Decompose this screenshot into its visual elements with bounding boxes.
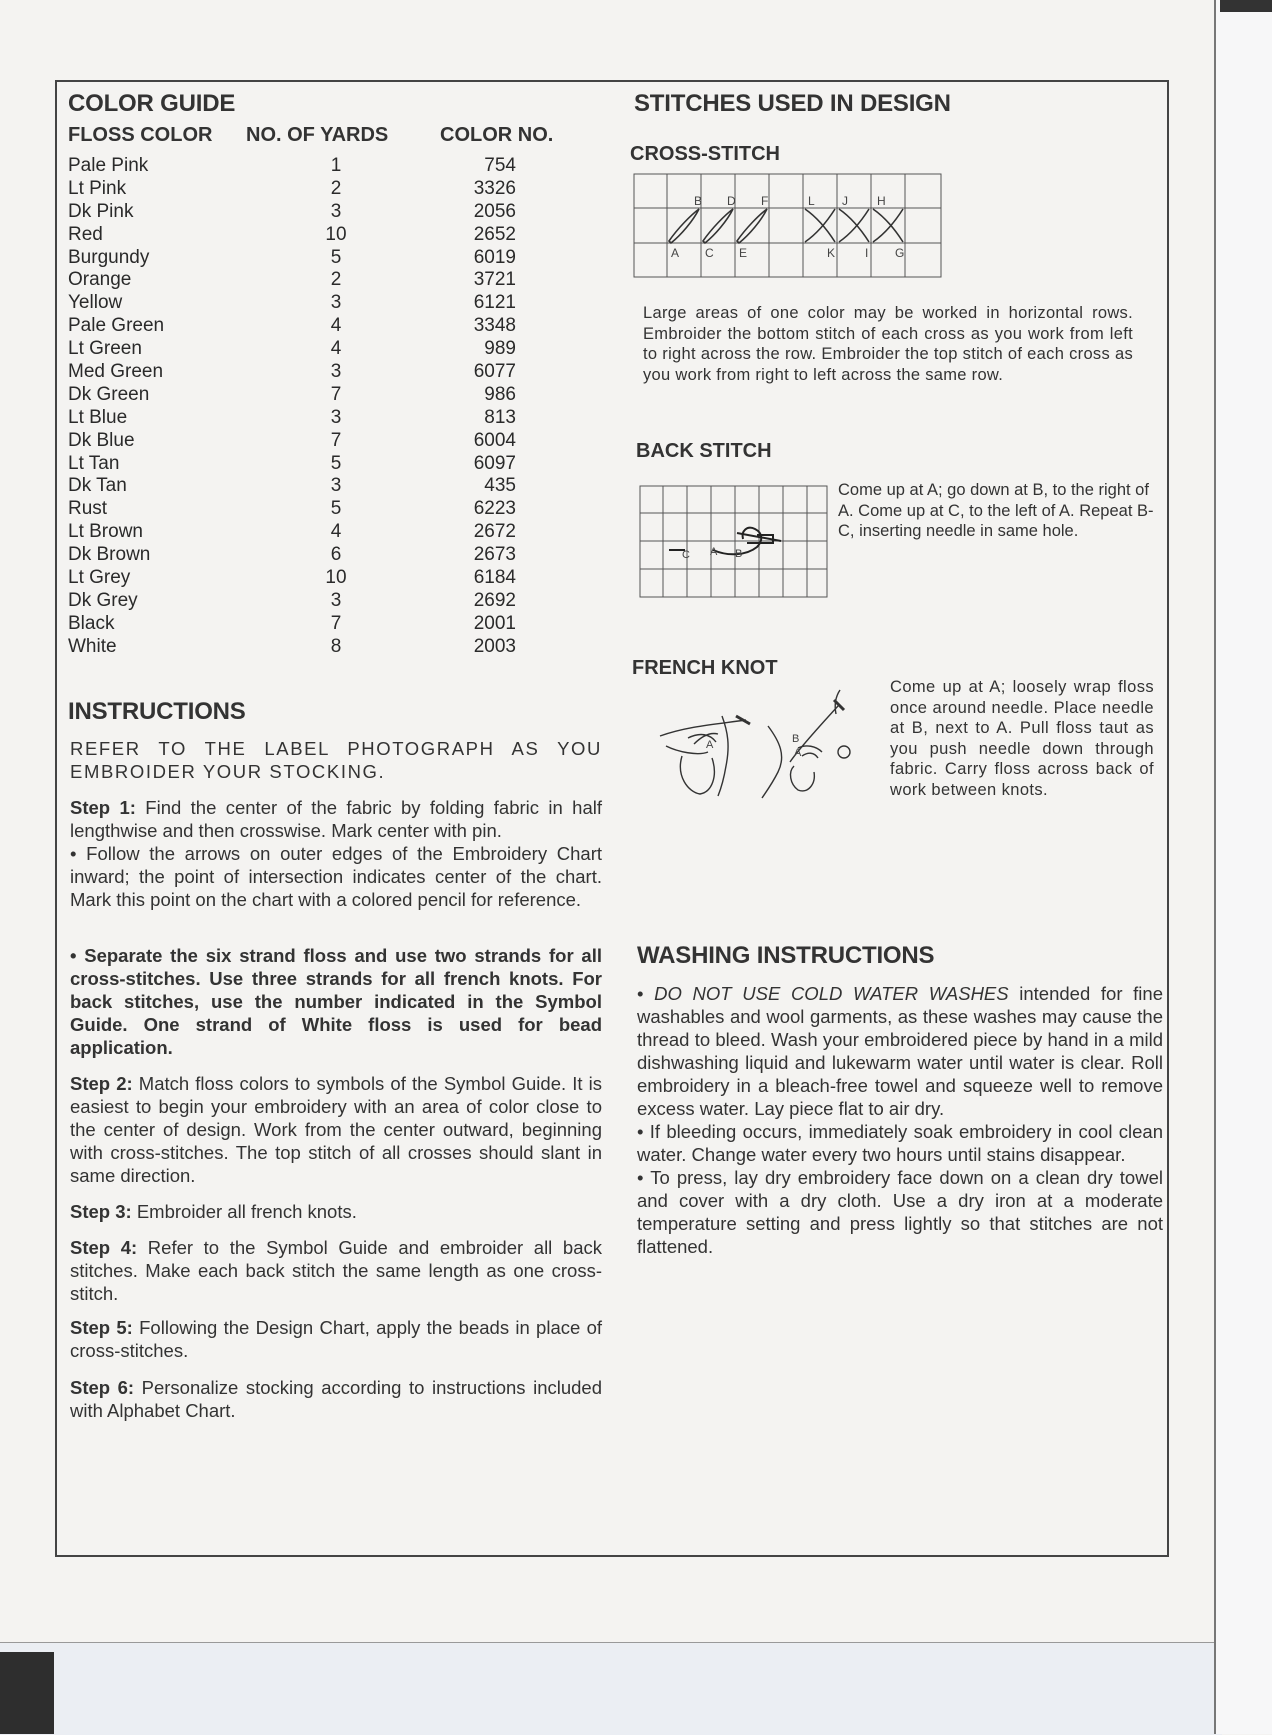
floss-color-cell: Dk Pink <box>68 200 134 222</box>
color-guide-row <box>68 315 548 338</box>
yards-cell: 3 <box>330 361 342 383</box>
step-3-text: Embroider all french knots. <box>131 1201 357 1222</box>
color-number-cell: 2652 <box>473 223 516 245</box>
cross-label-a: A <box>671 246 680 260</box>
floss-color-cell: White <box>68 635 117 657</box>
color-number-cell: 2692 <box>473 589 516 611</box>
floss-color-cell: Rust <box>68 498 108 520</box>
step-1-text: Find the center of the fabric by folding fabric in half lengthwise and then crosswise. Mark center with pin. <box>70 797 602 841</box>
yards-cell: 4 <box>330 521 342 543</box>
floss-color-cell: Lt Blue <box>68 406 128 428</box>
french-knot-diagram <box>658 686 868 802</box>
scan-right-edge-shadow <box>1220 0 1272 12</box>
instructions-intro: REFER TO THE LABEL PHOTOGRAPH AS YOU EMBROIDER YOUR STOCKING. <box>70 738 602 782</box>
color-guide-row <box>68 636 548 659</box>
floss-color-header: FLOSS COLOR <box>68 124 213 146</box>
cross-label-i: I <box>865 246 869 260</box>
french-knot-text: Come up at A; loosely wrap floss once around needle. Place needle at B, next to A. Pull floss taut as you push needle down through fabric. Carry floss across back of work between knots. <box>890 678 1154 799</box>
yards-cell: 3 <box>330 292 342 314</box>
yards-cell: 7 <box>330 612 342 634</box>
french-knot-title: FRENCH KNOT <box>632 657 778 679</box>
color-guide-row <box>68 224 548 247</box>
step-6-label: Step 6: <box>70 1377 135 1398</box>
floss-color-cell: Red <box>68 223 103 245</box>
washing-text-2: • If bleeding occurs, immediately soak embroidery in cool clean water. Change water every two hours until stains disappear. <box>637 1121 1163 1165</box>
scan-right-edge <box>1214 0 1272 1734</box>
back-label-c: C <box>682 549 690 561</box>
yards-cell: 5 <box>330 498 342 520</box>
yards-cell: 5 <box>330 452 342 474</box>
step-3-label: Step 3: <box>70 1201 132 1222</box>
cross-label-c: C <box>705 246 714 260</box>
color-guide-row <box>68 361 548 384</box>
color-guide-table <box>68 155 548 659</box>
color-guide-row <box>68 338 548 361</box>
yards-cell: 7 <box>330 383 342 405</box>
step-1-label: Step 1: <box>70 797 136 818</box>
color-number-cell: 2001 <box>473 612 516 634</box>
back-label-a: A <box>710 546 718 558</box>
french-knot-step-1 <box>660 716 750 796</box>
stitches-title: STITCHES USED IN DESIGN <box>634 90 951 117</box>
color-no-header: COLOR NO. <box>440 124 554 146</box>
color-number-cell: 2672 <box>473 521 516 543</box>
color-number-cell: 6004 <box>473 429 516 451</box>
color-number-cell: 754 <box>484 155 516 176</box>
color-number-cell: 2056 <box>473 200 516 222</box>
color-number-cell: 6121 <box>473 292 516 314</box>
floss-color-cell: Med Green <box>68 361 164 383</box>
color-number-cell: 986 <box>484 383 516 405</box>
yards-cell: 2 <box>330 269 342 291</box>
step-6-text: Personalize stocking according to instructions included with Alphabet Chart. <box>70 1377 602 1421</box>
yards-cell: 6 <box>330 544 342 566</box>
cross-label-j: J <box>842 194 848 208</box>
step-4-text: Refer to the Symbol Guide and embroider all back stitches. Make each back stitch the same length as one cross-stitch. <box>70 1237 602 1304</box>
color-guide-row <box>68 155 548 178</box>
color-number-cell: 6184 <box>473 567 516 589</box>
step-5-text: Following the Design Chart, apply the beads in place of cross-stitches. <box>70 1317 602 1361</box>
step-2 <box>70 1072 602 1187</box>
yards-cell: 10 <box>325 567 347 589</box>
floss-color-cell: Lt Green <box>68 338 142 360</box>
french-label-a-1: A <box>706 739 714 751</box>
yards-cell: 8 <box>330 635 342 657</box>
step-4 <box>70 1236 602 1305</box>
back-stitch-title: BACK STITCH <box>636 440 772 462</box>
color-guide-row <box>68 544 548 567</box>
color-number-cell: 435 <box>484 475 516 497</box>
cross-label-h: H <box>877 194 886 208</box>
cross-stitch-grid <box>634 174 941 277</box>
step-1-bullet: • Follow the arrows on outer edges of the Embroidery Chart inward; the point of intersection indicates center of the chart. Mark this point on the chart with a colored pencil for reference. <box>70 843 602 910</box>
step-6 <box>70 1376 602 1422</box>
french-knot-step-2 <box>762 690 850 798</box>
floss-color-cell: Burgundy <box>68 246 150 268</box>
color-number-cell: 3721 <box>473 269 516 291</box>
step-2-text: Match floss colors to symbols of the Symbol Guide. It is easiest to begin your embroidery with an area of color close to the center of design. Work from the center outward, beginning with cross-stitches. The top stitch of all crosses should slant in same direction. <box>70 1073 603 1186</box>
cross-label-f: F <box>761 194 769 208</box>
color-guide-row <box>68 292 548 315</box>
floss-color-cell: Dk Tan <box>68 475 127 497</box>
yards-cell: 5 <box>330 246 342 268</box>
floss-color-cell: Black <box>68 612 115 634</box>
cross-label-k: K <box>827 246 836 260</box>
color-guide-row <box>68 201 548 224</box>
floss-color-cell: Lt Brown <box>68 521 143 543</box>
color-number-cell: 6019 <box>473 246 516 268</box>
strand-note: • Separate the six strand floss and use two strands for all cross-stitches. Use three strands for all french knots. For back stitches, use the number indicated in the Symbol Guide. One strand of White floss is used for bead application. <box>70 945 602 1058</box>
floss-color-cell: Dk Grey <box>68 589 138 611</box>
color-guide-row <box>68 430 548 453</box>
color-guide-row <box>68 613 548 636</box>
floss-color-cell: Yellow <box>68 292 123 314</box>
instructions-title: INSTRUCTIONS <box>68 698 246 725</box>
color-number-cell: 2003 <box>473 635 516 657</box>
color-guide-row <box>68 475 548 498</box>
color-number-cell: 3348 <box>473 315 516 337</box>
cross-label-d: D <box>727 194 736 208</box>
color-guide-row <box>68 521 548 544</box>
scan-bottom-strip <box>0 1642 1222 1735</box>
yards-cell: 1 <box>330 155 342 176</box>
step-5 <box>70 1316 602 1362</box>
color-guide-row <box>68 407 548 430</box>
cross-label-g: G <box>895 246 905 260</box>
floss-color-cell: Lt Pink <box>68 177 127 199</box>
washing-text-3: • To press, lay dry embroidery face down on a clean dry towel and cover with a dry cloth. Use a dry iron at a moderate temperature setting and press lightly so that stitches are not flattened. <box>637 1167 1163 1257</box>
step-5-label: Step 5: <box>70 1317 133 1338</box>
cross-label-l: L <box>808 194 815 208</box>
color-number-cell: 6223 <box>473 498 516 520</box>
color-guide-row <box>68 269 548 292</box>
yards-cell: 3 <box>330 475 342 497</box>
color-guide-title: COLOR GUIDE <box>68 90 236 117</box>
color-guide-row <box>68 590 548 613</box>
color-number-cell: 813 <box>484 406 516 428</box>
floss-color-cell: Dk Blue <box>68 429 135 451</box>
yards-cell: 4 <box>330 315 342 337</box>
yards-cell: 3 <box>330 589 342 611</box>
color-number-cell: 6077 <box>473 361 516 383</box>
yards-header: NO. OF YARDS <box>246 124 389 146</box>
back-stitch-diagram <box>639 485 829 599</box>
cross-stitch-diagram <box>633 173 943 279</box>
french-label-a-2: A <box>794 747 802 759</box>
color-guide-row <box>68 247 548 270</box>
color-guide-row <box>68 453 548 476</box>
color-number-cell: 6097 <box>473 452 516 474</box>
color-guide-row <box>68 178 548 201</box>
step-2-label: Step 2: <box>70 1073 133 1094</box>
yards-cell: 3 <box>330 200 342 222</box>
cross-stitch-title: CROSS-STITCH <box>630 143 780 165</box>
washing-title: WASHING INSTRUCTIONS <box>637 942 935 969</box>
yards-cell: 7 <box>330 429 342 451</box>
yards-cell: 10 <box>325 223 347 245</box>
floss-color-cell: Pale Pink <box>68 155 149 176</box>
washing-text-1: intended for fine washables and wool garments, as these washes may cause the thread to bleed. Wash your embroidered piece by hand in a mild dishwashing liquid and lukewarm water until water is clear. Roll embroidery in a bleach-free towel and squeeze well to remove excess water. Lay piece flat to air dry. <box>637 983 1163 1119</box>
back-label-b: B <box>735 548 743 560</box>
yards-cell: 4 <box>330 338 342 360</box>
cross-label-e: E <box>739 246 748 260</box>
floss-color-cell: Pale Green <box>68 315 165 337</box>
cross-label-b: B <box>694 194 703 208</box>
color-number-cell: 989 <box>484 338 516 360</box>
color-guide-row <box>68 384 548 407</box>
floss-color-cell: Lt Grey <box>68 567 131 589</box>
washing-bullet-1: • <box>637 983 655 1004</box>
color-guide-row <box>68 498 548 521</box>
cross-marks <box>805 209 903 242</box>
washing-body <box>637 982 1163 1258</box>
color-number-cell: 2673 <box>473 544 516 566</box>
step-4-label: Step 4: <box>70 1237 138 1258</box>
washing-warning: DO NOT USE COLD WATER WASHES <box>654 983 1009 1004</box>
floss-color-cell: Lt Tan <box>68 452 120 474</box>
floss-color-cell: Dk Green <box>68 383 150 405</box>
floss-color-cell: Dk Brown <box>68 544 151 566</box>
french-label-b: B <box>792 733 800 745</box>
back-stitch-grid <box>640 486 827 597</box>
back-stitch-text: Come up at A; go down at B, to the right of A. Come up at C, to the left of A. Repeat B-C, inserting needle in same hole. <box>838 481 1154 540</box>
scan-edge-shadow <box>0 1652 54 1734</box>
step-3 <box>70 1200 602 1223</box>
yards-cell: 3 <box>330 406 342 428</box>
floss-color-cell: Orange <box>68 269 132 291</box>
step-1 <box>70 796 602 911</box>
yards-cell: 2 <box>330 177 342 199</box>
slant-stitches <box>669 209 767 243</box>
color-number-cell: 3326 <box>473 177 516 199</box>
color-guide-row <box>68 567 548 590</box>
cross-stitch-text: Large areas of one color may be worked in horizontal rows. Embroider the bottom stitch of each cross as you work from left to right across the row. Embroider the top stitch of each cross as you work from right to left across the same row. <box>643 304 1133 384</box>
